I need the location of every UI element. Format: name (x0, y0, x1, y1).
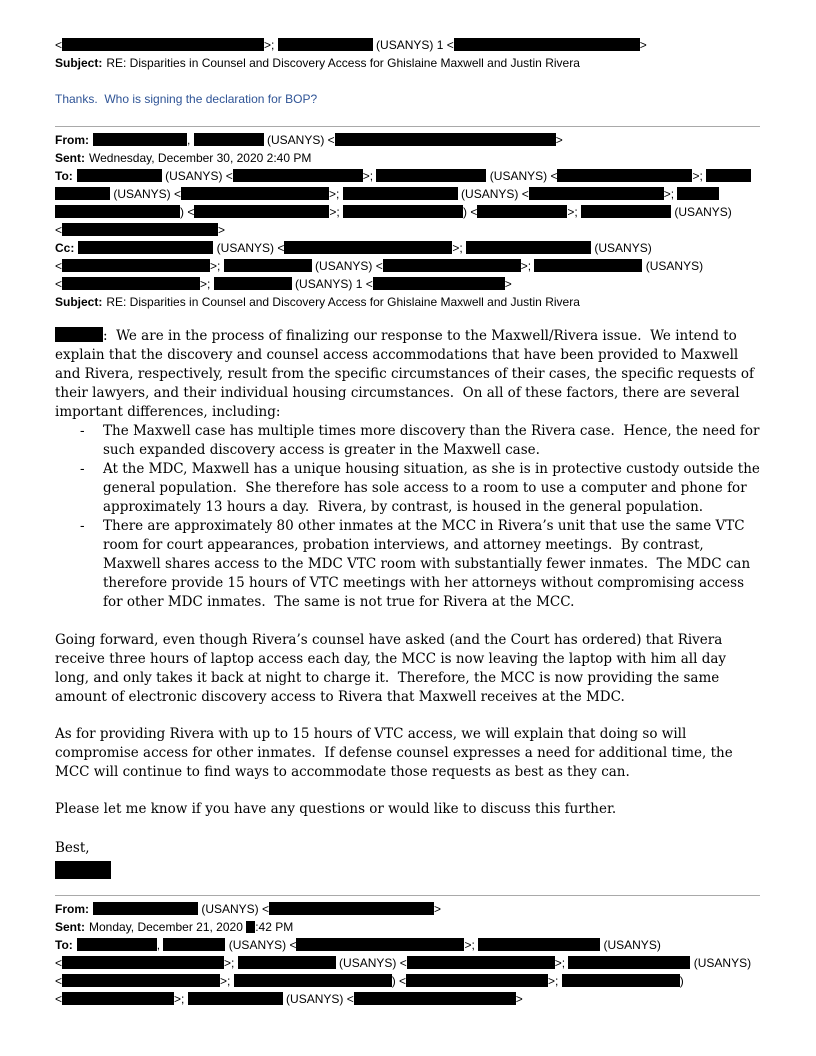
text-segment: > (434, 902, 442, 916)
sent-row (55, 918, 760, 936)
field-value (55, 992, 523, 1006)
text-segment: (USANYS) < (198, 902, 270, 916)
text-segment: (USANYS) (671, 205, 732, 219)
field-value (55, 223, 225, 237)
redaction-bar (77, 169, 162, 182)
redaction-bar (354, 992, 516, 1005)
text-segment: , (156, 938, 164, 952)
field-label: Subject: (55, 295, 103, 309)
redaction-bar (343, 187, 458, 200)
reply-note-text: Thanks. Who is signing the declaration for BOP? (55, 92, 318, 106)
redaction-bar (407, 956, 555, 969)
subject-text: RE: Disparities in Counsel and Discovery Access for Ghislaine Maxwell and Justin Rivera (106, 56, 580, 70)
to-row-continued (55, 203, 760, 221)
redaction-bar (93, 133, 187, 146)
redaction-bar (706, 169, 751, 182)
top-header-fragment (55, 36, 760, 108)
subject-row (55, 293, 760, 311)
redaction-bar (78, 241, 213, 254)
text-segment: (USANYS) < (486, 169, 558, 183)
redaction-bar (343, 205, 463, 218)
field-label: To: (55, 169, 73, 183)
redaction-bar (406, 974, 548, 987)
text-segment: >; (567, 205, 582, 219)
field-value (93, 133, 563, 147)
text-segment: >; (329, 205, 344, 219)
separator-line (55, 126, 760, 127)
reply-note (55, 90, 760, 108)
from-row (55, 900, 760, 918)
text-segment: (USANYS) < (311, 259, 383, 273)
redaction-bar (477, 205, 567, 218)
body-paragraph: As for providing Rivera with up to 15 hours of VTC access, we will explain that doing so will compromise access for other inmates. If defense counsel expresses a need for additional time, the MCC will continue to find ways to accommodate those requests as best as they can. (55, 726, 737, 780)
redaction-bar (568, 956, 690, 969)
redaction-bar (55, 205, 180, 218)
redaction-bar (181, 187, 329, 200)
redaction-bar (188, 992, 283, 1005)
redaction-bar (562, 974, 680, 987)
field-value (55, 956, 751, 970)
redaction-bar (376, 169, 486, 182)
redaction-bar (238, 956, 336, 969)
redaction-bar (194, 133, 264, 146)
from-row (55, 131, 760, 149)
signature-redaction (55, 861, 760, 879)
cc-row-continued (55, 257, 760, 275)
text-segment: >; (264, 38, 278, 52)
text-segment: (USANYS) (591, 241, 652, 255)
text-segment: >; (692, 169, 707, 183)
field-value (77, 169, 751, 183)
redaction-bar (62, 259, 210, 272)
field-label: Cc: (55, 241, 75, 255)
to-row (55, 936, 760, 954)
subject-line (55, 54, 760, 72)
text-segment: < (55, 38, 63, 52)
field-value (77, 938, 661, 952)
field-value (55, 974, 684, 988)
field-value (93, 902, 441, 916)
field-label: To: (55, 938, 73, 952)
text-segment: ) < (180, 205, 195, 219)
text-segment: > (504, 277, 512, 291)
text-segment: (USANYS) < (161, 169, 233, 183)
cc-row (55, 239, 760, 257)
redaction-bar (163, 938, 225, 951)
redaction-bar (246, 921, 255, 933)
redaction-bar (233, 169, 363, 182)
text-segment: (USANYS) 1 < (372, 38, 454, 52)
to-row-continued (55, 185, 760, 203)
text-segment: (USANYS) < (110, 187, 182, 201)
to-row-continued (55, 221, 760, 239)
subject-text: RE: Disparities in Counsel and Discovery Access for Ghislaine Maxwell and Justin Rivera (106, 295, 580, 309)
redaction-bar (55, 861, 111, 879)
text-segment: >; (362, 169, 377, 183)
redaction-bar (677, 187, 719, 200)
redaction-bar (278, 38, 373, 51)
to-row-continued (55, 954, 760, 972)
bullet-item: - There are approximately 80 other inmates at the MCC in Rivera’s unit that use the same VTC room for court appearances, probation interviews, and attorney meetings. By contrast, Maxwell shares access to the MDC VTC room with substantially fewer inmates. The MDC can therefore provide 15 hours of VTC meetings with her attorneys without compromising access for other MDC inmates. The same is not true for Rivera at the MCC. (55, 517, 760, 612)
redaction-bar (296, 938, 464, 951)
field-label: From: (55, 902, 89, 916)
text-segment: Monday, December 21, 2020 (89, 920, 247, 934)
redaction-bar (534, 259, 642, 272)
field-value (55, 205, 732, 219)
text-segment: < (55, 974, 63, 988)
text-segment: > (515, 992, 523, 1006)
text-segment: (USANYS) (642, 259, 704, 273)
text-segment: < (55, 992, 63, 1006)
redaction-bar (373, 277, 505, 290)
text-segment: (USANYS) < (213, 241, 285, 255)
text-segment: (USANYS) < (225, 938, 297, 952)
text-segment: :42 PM (255, 920, 294, 934)
redaction-bar (194, 205, 329, 218)
text-segment: >; (224, 956, 238, 970)
redaction-bar (93, 902, 198, 915)
text-segment: >; (200, 277, 214, 291)
body-paragraph: Going forward, even though Rivera’s counsel have asked (and the Court has ordered) that Rivera receive three hours of laptop access each day, the MCC is now leaving the laptop with him all day long, and only takes it back at night to charge it. Therefore, the MCC is now providing the same amount of electronic discovery access to Rivera that Maxwell receives at the MDC. (55, 632, 731, 705)
header-row-recipients-continued (55, 36, 760, 54)
redaction-bar (62, 277, 200, 290)
text-segment: ) (679, 974, 684, 988)
redaction-bar (62, 974, 220, 987)
email2-header-block (55, 900, 760, 1008)
text-segment: < (55, 223, 63, 237)
cc-row-continued (55, 275, 760, 293)
bullet-list (55, 422, 765, 612)
text-segment: > (639, 38, 647, 52)
field-label: From: (55, 133, 89, 147)
redaction-bar (234, 974, 392, 987)
text-segment: ) < (463, 205, 478, 219)
text-segment: (USANYS) < (457, 187, 529, 201)
text-segment: (USANYS) < (263, 133, 335, 147)
text-segment: (USANYS) (690, 956, 752, 970)
text-segment: >; (548, 974, 562, 988)
text-segment: >; (663, 187, 678, 201)
text-segment: < (55, 259, 63, 273)
to-row (55, 167, 760, 185)
sent-row (55, 149, 760, 167)
redaction-bar (224, 259, 312, 272)
text-segment: (USANYS) (600, 938, 661, 952)
redaction-bar (77, 938, 157, 951)
redaction-bar (62, 38, 264, 51)
redaction-bar (557, 169, 692, 182)
text-segment: >; (464, 938, 479, 952)
text-segment: >; (554, 956, 569, 970)
field-label: Sent: (55, 151, 85, 165)
redaction-bar (62, 992, 174, 1005)
opening-paragraph (55, 327, 760, 422)
redaction-bar (214, 277, 292, 290)
redaction-bar (466, 241, 591, 254)
text-segment: : We are in the process of finalizing our response to the Maxwell/Rivera issue. We intend to explain that the discovery and counsel access accommodations that have been provided to Maxwell and Rivera, respectively, result from the specific circumstances of their cases, the specific requests of their lawyers, and their individual housing circumstances. On all of these factors, there are several important differences, including: (55, 328, 759, 420)
text-segment: ) < (391, 974, 407, 988)
text-segment: (USANYS) 1 < (291, 277, 373, 291)
redaction-bar (55, 187, 110, 200)
field-value (78, 241, 651, 255)
redaction-bar (383, 259, 521, 272)
bullet-item: - At the MDC, Maxwell has a unique housing situation, as she is in protective custody outside the general population. She therefore has sole access to a room to use a computer and phone for approximately 13 hours a day. Rivera, by contrast, is housed in the general population. (55, 460, 760, 517)
field-value (55, 38, 647, 52)
text-segment: < (55, 277, 63, 291)
field-label: Subject: (55, 56, 103, 70)
bullet-item: - The Maxwell case has multiple times more discovery than the Rivera case. Hence, the need for such expanded discovery access is greater in the Maxwell case. (55, 422, 760, 460)
to-row-continued (55, 972, 760, 990)
text-segment: > (218, 223, 226, 237)
text-segment: > (555, 133, 563, 147)
field-label: Sent: (55, 920, 85, 934)
field-value (55, 187, 719, 201)
email1-body (55, 327, 765, 879)
field-value (55, 259, 703, 273)
redaction-bar (478, 938, 600, 951)
email1-header-block (55, 131, 760, 311)
text-segment: < (55, 956, 63, 970)
text-segment: >; (174, 992, 188, 1006)
text-segment: (USANYS) < (335, 956, 407, 970)
redaction-bar (335, 133, 556, 146)
text-segment: >; (520, 259, 535, 273)
redaction-bar (55, 327, 103, 342)
field-value (55, 277, 512, 291)
separator-line (55, 895, 760, 896)
text-segment: Wednesday, December 30, 2020 2:40 PM (89, 151, 312, 165)
text-segment: (USANYS) < (282, 992, 354, 1006)
redaction-bar (284, 241, 452, 254)
redaction-bar (581, 205, 671, 218)
redaction-bar (454, 38, 640, 51)
text-segment: >; (452, 241, 467, 255)
redaction-bar (529, 187, 664, 200)
field-value (89, 151, 311, 165)
text-segment: >; (329, 187, 343, 201)
redaction-bar (62, 956, 224, 969)
to-row-continued (55, 990, 760, 1008)
text-segment: , (187, 133, 194, 147)
redaction-bar (62, 223, 218, 236)
redaction-bar (269, 902, 434, 915)
closing-line: Best, (55, 840, 90, 856)
text-segment: >; (220, 974, 234, 988)
field-value (89, 920, 293, 934)
text-segment: >; (210, 259, 224, 273)
body-paragraph: Please let me know if you have any questions or would like to discuss this further. (55, 801, 617, 817)
